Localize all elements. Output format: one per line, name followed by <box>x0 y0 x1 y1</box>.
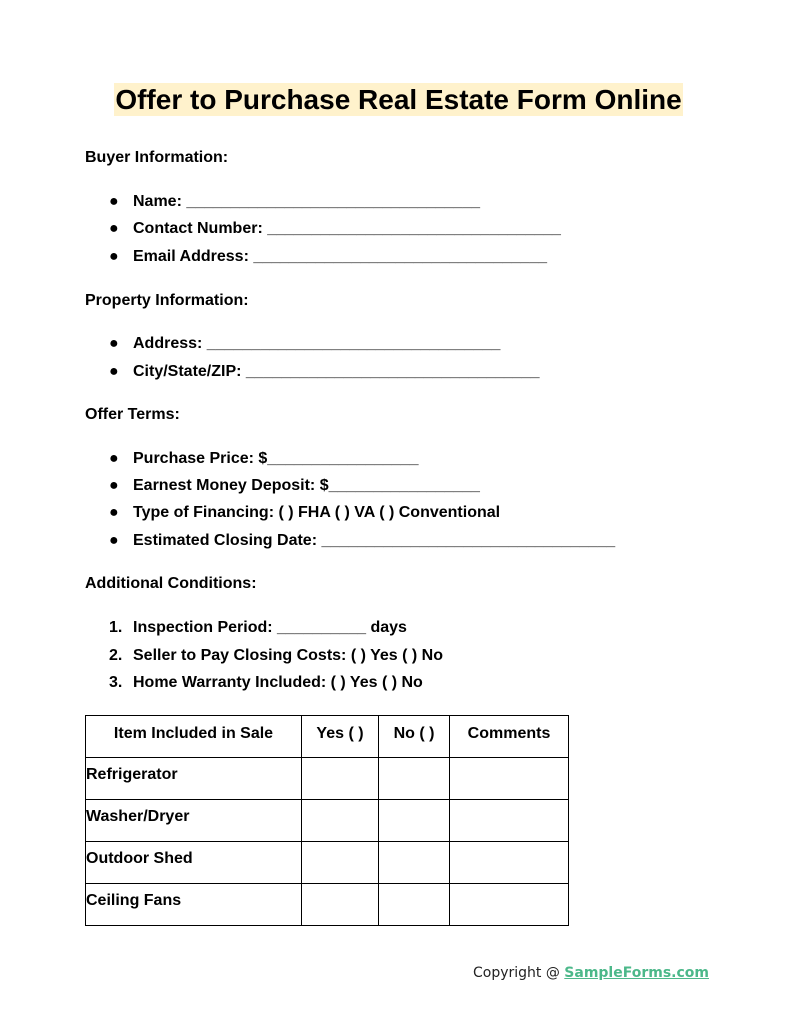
offer-terms-heading: Offer Terms: <box>85 406 180 423</box>
yes-cell[interactable] <box>302 800 379 842</box>
comments-cell[interactable] <box>450 842 569 884</box>
item-name-cell: Refrigerator <box>86 758 302 800</box>
bullet-icon: ● <box>109 335 119 352</box>
property-info-heading: Property Information: <box>85 292 249 309</box>
no-cell[interactable] <box>379 884 450 926</box>
item-name-cell: Ceiling Fans <box>86 884 302 926</box>
inspection-period-field[interactable]: Inspection Period: __________ days <box>133 619 407 636</box>
comments-cell[interactable] <box>450 800 569 842</box>
table-header-row <box>86 716 569 758</box>
list-number: 3. <box>109 674 123 691</box>
comments-cell[interactable] <box>450 884 569 926</box>
buyer-email-field[interactable]: Email Address: _________________________________ <box>133 248 547 265</box>
header-comments: Comments <box>450 716 569 758</box>
yes-cell[interactable] <box>302 842 379 884</box>
no-cell[interactable] <box>379 758 450 800</box>
buyer-name-field[interactable]: Name: _________________________________ <box>133 193 480 210</box>
yes-cell[interactable] <box>302 758 379 800</box>
copyright-footer <box>473 964 709 982</box>
table-row <box>86 800 569 842</box>
property-address-field[interactable]: Address: _________________________________ <box>133 335 501 352</box>
sampleforms-link[interactable]: SampleForms.com <box>564 965 709 981</box>
items-included-table <box>85 715 569 926</box>
bullet-icon: ● <box>109 363 119 380</box>
comments-cell[interactable] <box>450 758 569 800</box>
bullet-icon: ● <box>109 532 119 549</box>
purchase-price-field[interactable]: Purchase Price: $_________________ <box>133 450 419 467</box>
bullet-icon: ● <box>109 504 119 521</box>
bullet-icon: ● <box>109 193 119 210</box>
no-cell[interactable] <box>379 800 450 842</box>
yes-cell[interactable] <box>302 884 379 926</box>
table-row <box>86 758 569 800</box>
item-name-cell: Outdoor Shed <box>86 842 302 884</box>
buyer-info-heading: Buyer Information: <box>85 149 229 166</box>
home-warranty-field[interactable]: Home Warranty Included: ( ) Yes ( ) No <box>133 674 423 691</box>
no-cell[interactable] <box>379 842 450 884</box>
list-number: 1. <box>109 619 123 636</box>
copyright-text: Copyright @ <box>472 965 565 981</box>
title-wrapper <box>0 83 797 116</box>
closing-costs-field[interactable]: Seller to Pay Closing Costs: ( ) Yes ( ) No <box>133 647 443 664</box>
header-yes: Yes ( ) <box>302 716 379 758</box>
header-no: No ( ) <box>379 716 450 758</box>
item-name-cell: Washer/Dryer <box>86 800 302 842</box>
financing-type-field[interactable]: Type of Financing: ( ) FHA ( ) VA ( ) Conventional <box>133 504 501 521</box>
list-number: 2. <box>109 647 123 664</box>
table-row <box>86 842 569 884</box>
bullet-icon: ● <box>109 477 119 494</box>
table-row <box>86 884 569 926</box>
header-item: Item Included in Sale <box>86 716 302 758</box>
bullet-icon: ● <box>109 450 119 467</box>
bullet-icon: ● <box>109 248 119 265</box>
earnest-money-field[interactable]: Earnest Money Deposit: $_________________ <box>133 477 480 494</box>
property-city-field[interactable]: City/State/ZIP: _________________________________ <box>133 363 540 380</box>
closing-date-field[interactable]: Estimated Closing Date: _________________________________ <box>133 532 616 549</box>
buyer-contact-field[interactable]: Contact Number: _________________________________ <box>133 220 561 237</box>
additional-conditions-heading: Additional Conditions: <box>85 575 257 592</box>
bullet-icon: ● <box>109 220 119 237</box>
page-title: Offer to Purchase Real Estate Form Online <box>115 84 682 115</box>
